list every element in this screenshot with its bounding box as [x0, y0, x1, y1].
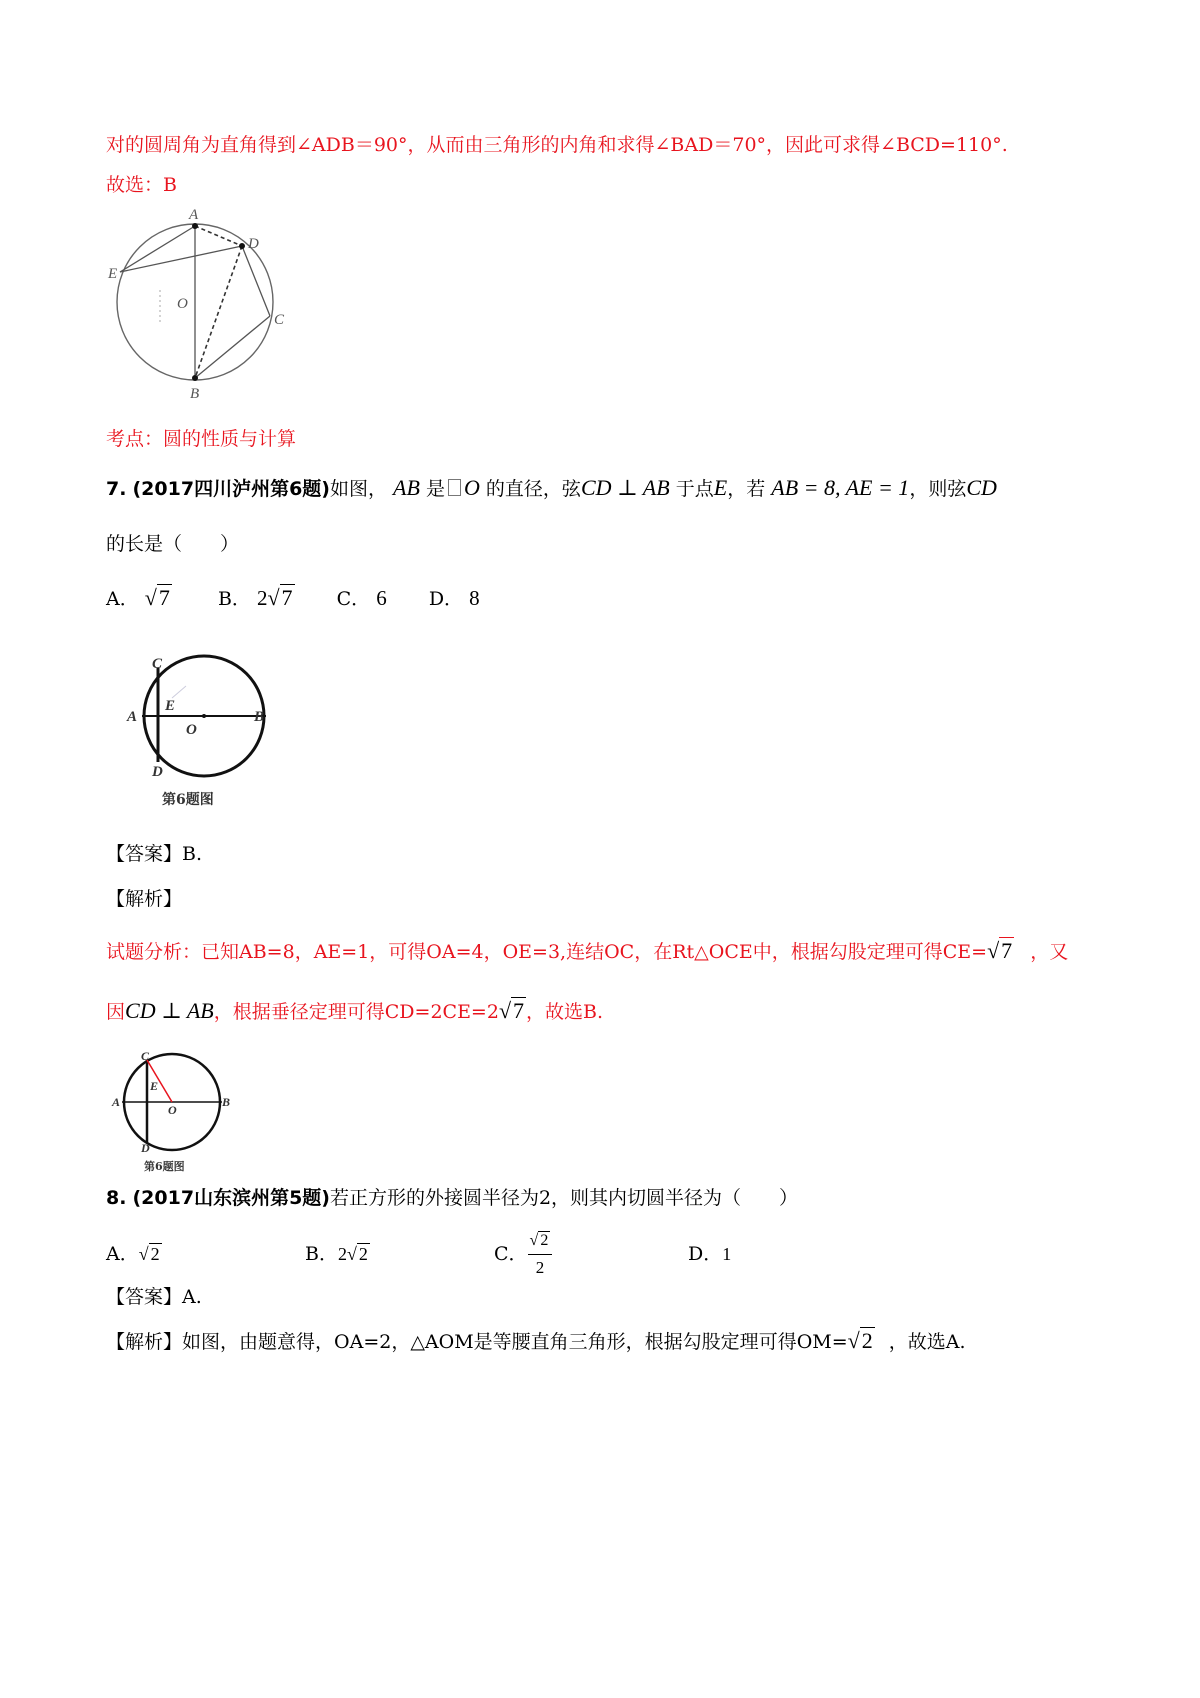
q8-stem-text: 若正方形的外接圆半径为2，则其内切圆半径为（ ） [329, 1187, 799, 1209]
q8-analysis-sqrt: √2 [847, 1328, 873, 1353]
figure-q7 [124, 648, 284, 818]
q7-options [106, 586, 480, 611]
q8-option-b [305, 1242, 370, 1266]
fig2-label-d: D [152, 764, 163, 780]
q7-analysis-sqrt: √7 [987, 938, 1013, 963]
fig1-label-o: O [177, 296, 188, 312]
q8-stem [106, 1186, 798, 1210]
q7-condition: AB = 8, AE = 1 [771, 475, 910, 500]
q7-analysis-line2 [106, 999, 603, 1024]
fig3-label-d: D [141, 1141, 150, 1155]
circle-symbol-placeholder [448, 479, 461, 496]
q7-source: (2017四川泸州第6题) [132, 478, 330, 500]
q8-answer: 【答案】A. [106, 1286, 202, 1308]
fig2-label-b: B [254, 709, 265, 725]
q7-cd: CD [966, 475, 997, 500]
q8-option-c-fraction: $\frac{√ 2}{2}$ [528, 1228, 553, 1280]
fig3-label-o: O [168, 1103, 177, 1117]
q7-option-b-coef: 2 [256, 586, 268, 610]
q7-analysis-text-d: ，根据垂径定理可得CD=2CE=2 [213, 1001, 499, 1023]
fig3-label-c: C [141, 1049, 150, 1063]
q8-analysis-label: 【解析】 [106, 1331, 183, 1353]
fig1-label-b: B [190, 386, 200, 402]
fig2-label-c: C [152, 656, 163, 672]
q8-option-a [106, 1242, 162, 1266]
q8-source: (2017山东滨州第5题) [132, 1187, 330, 1209]
q7-stem-line1 [106, 476, 997, 501]
q7-analysis-label: 【解析】 [106, 888, 183, 910]
q7-analysis-text-b: ，又 [1030, 941, 1069, 963]
q7-if: ，若 [727, 478, 766, 500]
fig2-label-o: O [186, 722, 197, 738]
q8-option-d-value: 1 [722, 1244, 732, 1264]
q8-option-c-label: C． [494, 1243, 528, 1265]
q7-analysis-sqrt2: √7 [498, 998, 525, 1023]
q7-at-point: 于点 [675, 478, 714, 500]
q7-analysis-text-c: 因 [106, 1001, 126, 1023]
fig1-label-e: E [108, 266, 118, 282]
fig2-label-a: A [127, 709, 138, 725]
q7-o: O [463, 475, 480, 500]
q8-number: 8. [106, 1187, 127, 1209]
fig3-label-a: A [112, 1095, 121, 1109]
q7-option-c-label: C． [336, 588, 371, 610]
q8-analysis-text-b: ，故选A. [888, 1331, 966, 1353]
q8-option-d [688, 1242, 731, 1266]
fig1-label-c: C [274, 312, 285, 328]
q7-then: ，则弦 [909, 478, 967, 500]
prev-kaodian: 考点：圆的性质与计算 [106, 428, 297, 450]
fig3-caption: 第6题图 [144, 1160, 185, 1173]
q7-answer: 【答案】B. [106, 843, 203, 865]
q7-e: E [713, 475, 728, 500]
figure-circle-abcde [100, 200, 310, 410]
q8-option-b-sqrt: √ 2 [346, 1244, 368, 1264]
q7-option-b-label: B． [217, 588, 251, 610]
q8-option-d-label: D． [688, 1243, 723, 1265]
q7-analysis-line1 [106, 939, 1068, 964]
q7-is: 是 [425, 478, 445, 500]
q7-cd-perp-ab: CD ⊥ AB [580, 475, 670, 500]
fig2-label-e: E [165, 698, 176, 714]
q7-option-c-value: 6 [376, 586, 387, 610]
q7-option-a-label: A． [106, 588, 139, 610]
q8-analysis-text-a: 如图，由题意得，OA=2，△AOM是等腰直角三角形，根据勾股定理可得OM= [182, 1331, 848, 1353]
q7-ab: AB [393, 475, 420, 500]
q7-option-d-label: D． [428, 588, 464, 610]
q7-stem-b: 的直径，弦 [485, 478, 581, 500]
q7-analysis-text-e: ，故选B. [526, 1001, 604, 1023]
q7-stem-a: 如图， [329, 478, 387, 500]
fig1-label-a: A [189, 207, 199, 223]
figure-q7-analysis [110, 1046, 240, 1174]
fig3-label-b: B [222, 1095, 231, 1109]
q7-option-a-sqrt: √7 [144, 585, 170, 610]
q8-option-b-coef: 2 [337, 1244, 347, 1264]
fig2-caption: 第6题图 [162, 792, 214, 808]
q7-option-b-sqrt: √7 [267, 585, 293, 610]
q7-analysis-cd-perp-ab: CD ⊥ AB [125, 998, 214, 1023]
q8-option-a-sqrt: √ 2 [138, 1244, 160, 1264]
q8-option-a-label: A． [106, 1243, 139, 1265]
q7-stem-line2: 的长是（ ） [106, 533, 240, 555]
q8-analysis [106, 1329, 966, 1354]
q8-option-c [494, 1228, 552, 1280]
prev-analysis-line1: 对的圆周角为直角得到∠ADB＝90°，从而由三角形的内角和求得∠BAD＝70°，因此可求得∠BCD=110°. [106, 134, 1008, 156]
fig1-label-d: D [248, 236, 259, 252]
prev-choice-line: 故选：B [106, 174, 177, 196]
q7-analysis-text-a: 试题分析：已知AB=8，AE=1，可得OA=4，OE=3,连结OC，在Rt△OCE中，根据勾股定理可得CE= [106, 941, 988, 963]
q7-number: 7. [106, 478, 127, 500]
q7-option-d-value: 8 [469, 586, 480, 610]
fig3-label-e: E [150, 1079, 159, 1093]
q8-option-b-label: B． [305, 1243, 338, 1265]
